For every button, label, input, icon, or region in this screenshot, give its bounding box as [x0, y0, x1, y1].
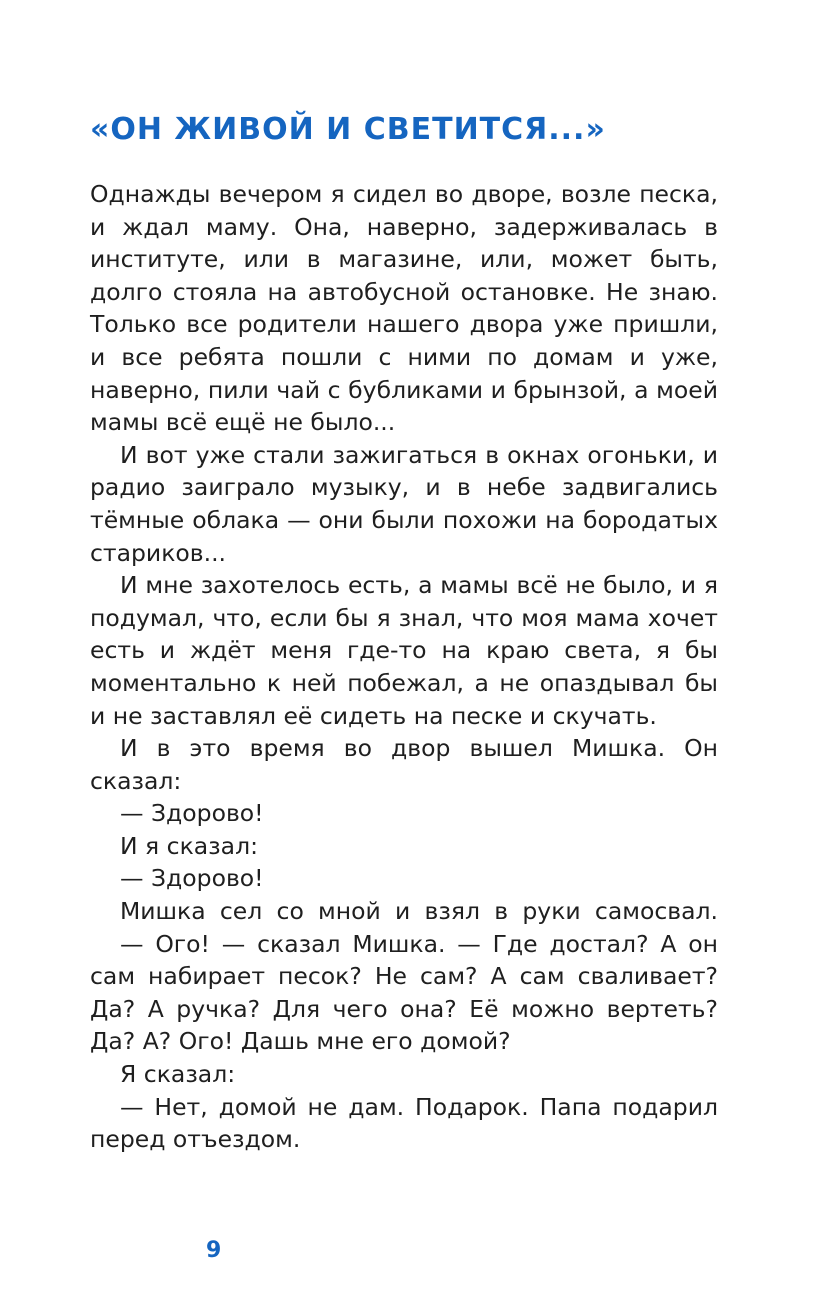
page-number: 9	[206, 1238, 222, 1263]
paragraph: И вот уже стали зажигаться в окнах огоньки, и радио заиграло музыку, и в небе задвигались тёмные облака — они были похожи на бородатых стариков...	[90, 440, 718, 567]
paragraph: И мне захотелось есть, а мамы всё не было, и я подумал, что, если бы я знал, что моя мама хочет есть и ждёт меня где-то на краю света, я бы моментально к ней побежал, а не опаздывал бы и не заставлял её сидеть на песке и скучать.	[90, 571, 718, 730]
paragraph: Однажды вечером я сидел во дворе, возле песка, и ждал маму. Она, наверно, задерживалась в институте, или в магазине, или, может быть, долго стояла на автобусной остановке. Не знаю. Только все родители нашего двора уже пришли, и все ребята пошли с ними по домам и уже, наверно, пили чай с бубликами и брынзой, а моей мамы всё ещё не было...	[90, 180, 718, 437]
paragraph: И я сказал:	[120, 831, 259, 860]
paragraph: — Нет, домой не дам. Подарок. Папа подарил перед отъездом.	[90, 1092, 718, 1154]
paragraph: — Ого! — сказал Мишка. — Где достал? А он сам набирает песок? Не сам? А сам сваливает? Да? А ручка? Для чего она? Её можно вертеть? Да? А? Ого! Дашь мне его домой?	[90, 929, 718, 1056]
chapter-title: «ОН ЖИВОЙ И СВЕТИТСЯ...»	[90, 112, 606, 147]
story-text	[90, 178, 718, 1156]
paragraph: И в это время во двор вышел Мишка. Он сказал:	[90, 734, 718, 795]
paragraph: Я сказал:	[120, 1060, 236, 1089]
paragraph: — Здорово!	[120, 864, 264, 893]
paragraph: — Здорово!	[120, 799, 264, 828]
paragraph: Мишка сел со мной и взял в руки самосвал.	[120, 897, 718, 926]
